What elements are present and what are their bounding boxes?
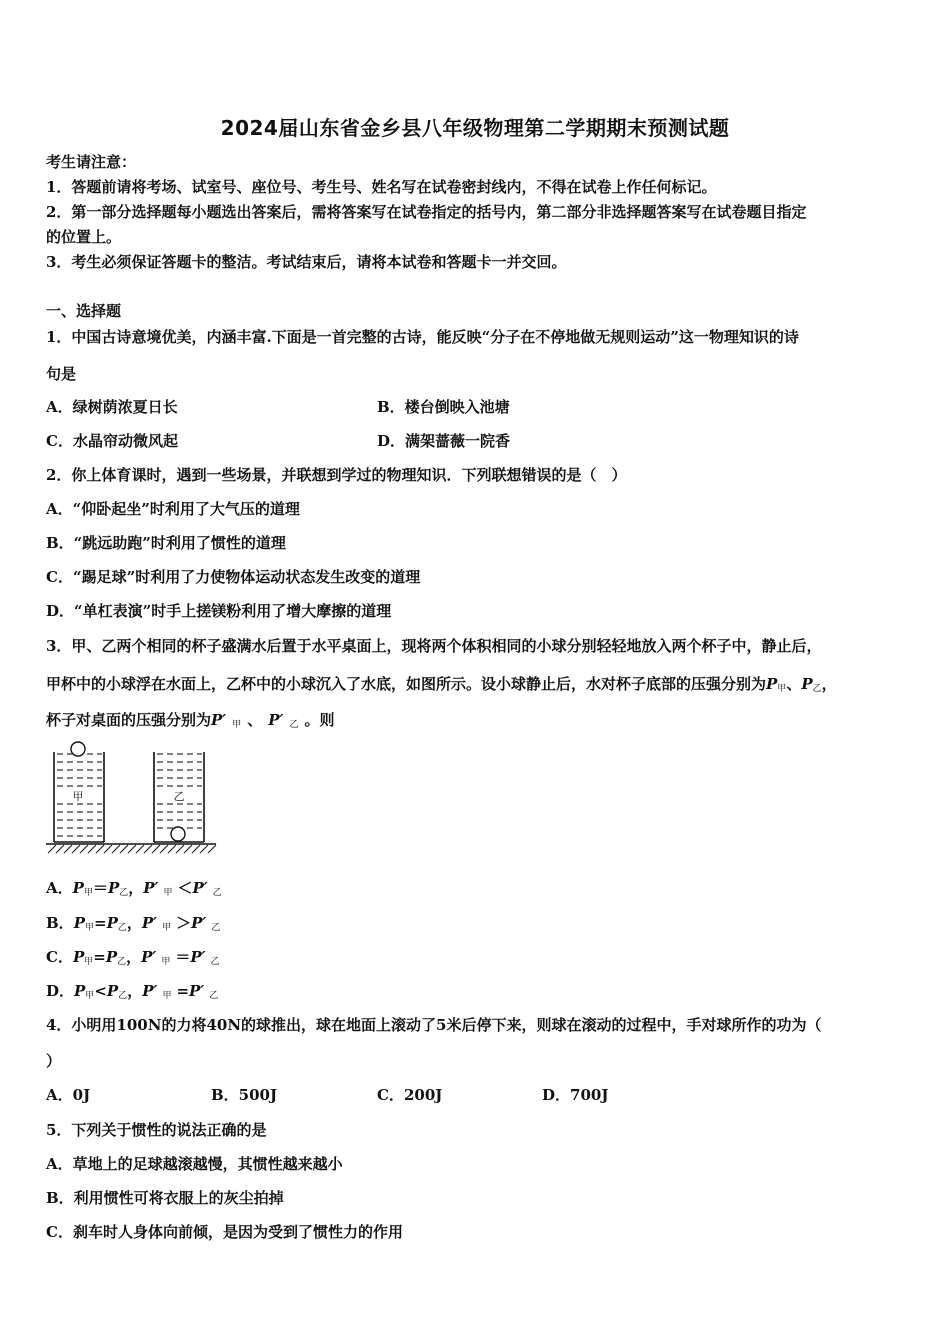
subscript-yi: 乙	[812, 684, 822, 694]
relation-sign: <	[94, 982, 107, 1000]
cup-jia	[54, 742, 104, 842]
symbol-p: P	[106, 982, 119, 1000]
symbol-p-prime: P′	[190, 948, 206, 966]
stem-text: 杯子对桌面的压强分别为	[46, 711, 212, 729]
question-4-stem: 4．小明用100N的力将40N的球推出，球在地面上滚动了5米后停下来，则球在滚动的过程中，手对球所作的功为（	[46, 1016, 822, 1034]
symbol-p: P	[801, 675, 813, 693]
subscript-jia: 甲	[84, 957, 94, 967]
separator: ，	[126, 914, 142, 932]
subscript-jia: 甲	[162, 923, 172, 933]
subscript-jia: 甲	[163, 888, 173, 898]
notice-item: 1．答题前请将考场、试室号、座位号、考生号、姓名写在试卷密封线内，不得在试卷上作任何标记。	[46, 178, 717, 196]
subscript-yi: 乙	[289, 720, 299, 730]
relation-sign: =	[176, 982, 190, 1000]
symbol-p-prime: P′	[141, 914, 158, 932]
subscript-yi: 乙	[118, 991, 128, 1001]
symbol-p: P	[106, 914, 118, 932]
symbol-p: P	[72, 948, 85, 966]
symbol-p: P	[107, 879, 120, 897]
separator: 、	[247, 711, 263, 729]
symbol-p-prime: P′	[142, 982, 158, 1000]
section-heading: 一、选择题	[46, 302, 122, 320]
subscript-yi: 乙	[211, 923, 221, 933]
cup-yi	[154, 752, 204, 842]
notice-item: 的位置上。	[46, 228, 122, 246]
separator: ，	[126, 948, 142, 966]
cup-label-yi: 乙	[173, 790, 185, 803]
two-cups-figure	[44, 741, 220, 857]
relation-sign: ＞	[176, 914, 192, 932]
question-5-stem: 5．下列关于惯性的说法正确的是	[46, 1121, 267, 1139]
q3-option-d	[46, 981, 218, 1006]
subscript-yi: 乙	[209, 991, 219, 1001]
cup-label-jia: 甲	[72, 790, 84, 803]
symbol-p: P	[72, 879, 84, 897]
symbol-p-prime: P′	[189, 982, 205, 1000]
stem-end: 。则	[304, 711, 335, 729]
notice-heading: 考生请注意：	[46, 153, 137, 171]
table-surface	[46, 844, 216, 853]
relation-sign: =	[93, 914, 107, 932]
option-letter: C．	[46, 948, 73, 966]
q5-option-b: B．利用惯性可将衣服上的灰尘拍掉	[46, 1189, 284, 1207]
sunken-ball	[171, 827, 185, 841]
q1-option-d: D．满架蔷薇一院香	[377, 432, 511, 450]
subscript-jia: 甲	[83, 888, 93, 898]
symbol-p: P	[105, 948, 118, 966]
symbol-p-prime: P′	[143, 879, 159, 897]
stem-text: 甲杯中的小球浮在水面上，乙杯中的小球沉入了水底，如图所示。设小球静止后，水对杯子底部的压强分别为	[46, 675, 767, 693]
subscript-yi: 乙	[212, 888, 222, 898]
q5-option-a: A．草地上的足球越滚越慢，其惯性越来越小	[46, 1155, 343, 1173]
symbol-p: P	[74, 982, 86, 1000]
page-title: 2024届山东省金乡县八年级物理第二学期期末预测试题	[220, 116, 730, 140]
symbol-p-prime: P′	[192, 879, 208, 897]
q1-option-a: A．绿树荫浓夏日长	[46, 398, 178, 416]
question-1-stem: 1．中国古诗意境优美，内涵丰富.下面是一首完整的古诗，能反映“分子在不停地做无规则运动”这一物理知识的诗	[46, 328, 799, 346]
notice-item: 2．第一部分选择题每小题选出答案后，需将答案写在试卷指定的括号内，第二部分非选择题答案写在试卷题目指定	[46, 203, 807, 221]
option-letter: A．	[46, 879, 73, 897]
question-3-stem: 3．甲、乙两个相同的杯子盛满水后置于水平桌面上，现将两个体积相同的小球分别轻轻地放入两个杯子中，静止后，	[46, 637, 822, 655]
separator: ，	[127, 982, 143, 1000]
notice-item: 3．考生必须保证答题卡的整洁。考试结束后，请将本试卷和答题卡一并交回。	[46, 253, 567, 271]
separator: 、	[786, 675, 802, 693]
symbol-p-prime: P′	[191, 914, 207, 932]
subscript-jia: 甲	[777, 684, 787, 694]
q2-option-c: C．“踢足球”时利用了力使物体运动状态发生改变的道理	[46, 568, 421, 586]
question-2-stem: 2．你上体育课时，遇到一些场景，并联想到学过的物理知识．下列联想错误的是（ ）	[46, 466, 627, 484]
option-letter: B．	[46, 914, 74, 932]
question-4-stem-cont: ）	[46, 1052, 62, 1070]
relation-sign: =	[93, 948, 106, 966]
symbol-p-prime: P′	[211, 711, 227, 729]
subscript-yi: 乙	[117, 923, 127, 933]
question-3-stem-cont	[46, 710, 335, 735]
q3-option-c	[46, 947, 220, 972]
q1-option-c: C．水晶帘动微风起	[46, 432, 178, 450]
subscript-jia: 甲	[161, 957, 171, 967]
symbol-p: P	[766, 675, 778, 693]
separator: ，	[821, 675, 837, 693]
q4-option-d: D．700J	[542, 1086, 609, 1104]
q4-option-b: B．500J	[211, 1086, 278, 1104]
q2-option-d: D．“单杠表演”时手上搓镁粉利用了增大摩擦的道理	[46, 602, 392, 620]
q2-option-b: B．“跳远助跑”时利用了惯性的道理	[46, 534, 286, 552]
q1-option-b: B．楼台倒映入池塘	[377, 398, 510, 416]
q3-option-b	[46, 913, 220, 938]
q3-option-a	[46, 878, 222, 903]
relation-sign: ＝	[175, 948, 191, 966]
symbol-p-prime: P′	[141, 948, 157, 966]
symbol-p-prime: P′	[268, 711, 284, 729]
subscript-yi: 乙	[117, 957, 127, 967]
separator: ，	[128, 879, 144, 897]
subscript-jia: 甲	[85, 991, 95, 1001]
symbol-p: P	[73, 914, 85, 932]
subscript-jia: 甲	[162, 991, 172, 1001]
q4-option-c: C．200J	[377, 1086, 443, 1104]
question-1-stem-cont: 句是	[46, 365, 77, 383]
question-3-stem-cont	[46, 674, 837, 699]
option-letter: D．	[46, 982, 75, 1000]
subscript-jia: 甲	[84, 923, 94, 933]
relation-sign: ＝	[92, 879, 108, 897]
subscript-yi: 乙	[119, 888, 129, 898]
q5-option-c: C．刹车时人身体向前倾，是因为受到了惯性力的作用	[46, 1223, 403, 1241]
subscript-yi: 乙	[210, 957, 220, 967]
q2-option-a: A．“仰卧起坐”时利用了大气压的道理	[46, 500, 300, 518]
floating-ball	[71, 742, 85, 756]
relation-sign: ＜	[177, 879, 193, 897]
subscript-jia: 甲	[232, 720, 242, 730]
q4-option-a: A．0J	[46, 1086, 91, 1104]
